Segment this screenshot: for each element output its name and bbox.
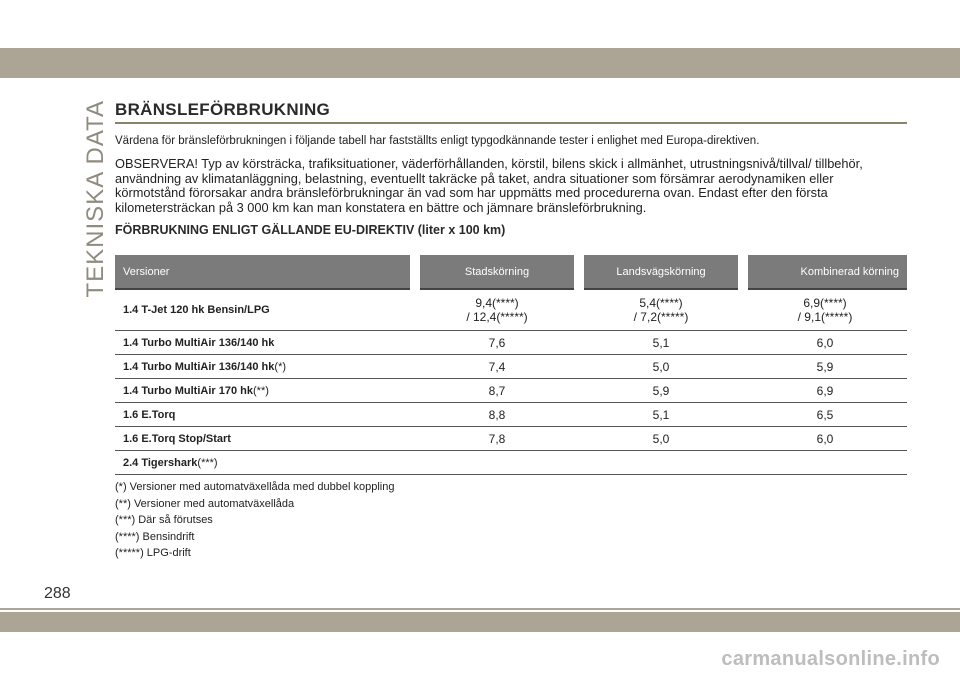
row-road-value: 5,0 [579,355,743,379]
footnote-mark: (**) [253,384,269,397]
row-road-value: 5,1 [579,331,743,355]
page-content [115,100,907,562]
row-version [115,451,415,475]
row-city-value: 8,7 [415,379,579,403]
row-version [115,355,415,379]
section-side-label-text: TEKNISKA DATA [82,100,109,298]
table-row [115,289,907,331]
row-combined-value: 5,9 [743,355,907,379]
row-road-value: 5,1 [579,403,743,427]
row-version [115,403,415,427]
footnote-mark: (*) [274,360,287,373]
row-combined-value: 6,0 [743,331,907,355]
city-secondary: / 12,4(*****) [466,310,528,324]
header-road: Landsvägskörning [579,255,743,289]
table-header-row [115,255,907,289]
road-primary: 5,4(****) [639,296,683,310]
bottom-band [0,612,960,632]
footnote: (**) Versioner med automatväxellåda [115,497,295,510]
footnote: (***) Där så förutses [115,514,213,526]
version-name: 1.6 E.Torq Stop/Start [123,432,231,445]
city-primary: 9,4(****) [475,296,519,310]
row-version [115,379,415,403]
row-city-value [415,289,579,331]
version-name: 1.4 T-Jet 120 hk Bensin/LPG [123,304,270,316]
row-combined-value [743,289,907,331]
page-title: BRÄNSLEFÖRBRUKNING [115,100,907,124]
row-combined-value: 6,9 [743,379,907,403]
footnote: (*****) LPG-drift [115,547,191,559]
version-name: 1.6 E.Torq [123,408,176,421]
footnote: (****) Bensindrift [115,530,195,543]
row-road-value: 5,0 [579,427,743,451]
row-combined-value: 6,0 [743,427,907,451]
row-road-value: 5,9 [579,379,743,403]
row-road-value [579,289,743,331]
row-version [115,331,415,355]
footnote: (*) Versioner med automatväxellåda med dubbel koppling [115,481,395,493]
table-row [115,331,907,355]
row-city-value: 7,6 [415,331,579,355]
page-number: 288 [44,585,71,602]
version-name: 1.4 Turbo MultiAir 136/140 hk [123,360,275,373]
header-combined: Kombinerad körning [743,255,907,289]
header-city: Stadskörning [415,255,579,289]
row-version [115,289,415,331]
observe-paragraph: OBSERVERA! Typ av körsträcka, trafiksituationer, väderförhållanden, körstil, bilens skick i allmänhet, utrustningsnivå/tillval/ tillbehör, användning av klimatanläggning, belastning, eventuellt takräcke på taket, andra situationer som försämrar aerodynamiken eller körmotstånd förorsakar andra bränsleförbrukningar än vad som har uppmätts med procedurerna ovan. Endast efter den första kilometersträckan på 3 000 km kan man konstatera en bättre och jämnare bränsleförbrukning. [115,156,863,215]
version-name: 1.4 Turbo MultiAir 170 hk [123,384,253,397]
row-city-value: 8,8 [415,403,579,427]
row-city-value [415,451,579,475]
table-row [115,427,907,451]
section-side-label [80,100,110,300]
table-subtitle: FÖRBRUKNING ENLIGT GÄLLANDE EU-DIREKTIV (liter x 100 km) [115,223,506,237]
row-version [115,427,415,451]
table-row [115,379,907,403]
version-name: 2.4 Tigershark [123,456,198,469]
header-versions: Versioner [115,255,415,289]
table-row [115,451,907,475]
footnote-mark: (***) [197,456,218,469]
table-row [115,355,907,379]
row-road-value [579,451,743,475]
bottom-rule [0,608,960,610]
watermark-text: carmanualsonline.info [721,648,940,670]
row-combined-value [743,451,907,475]
row-combined-value: 6,5 [743,403,907,427]
table-row [115,403,907,427]
combined-secondary: / 9,1(*****) [797,310,853,324]
top-band [0,48,960,78]
row-city-value: 7,8 [415,427,579,451]
row-city-value: 7,4 [415,355,579,379]
version-name: 1.4 Turbo MultiAir 136/140 hk [123,336,275,349]
intro-paragraph: Värdena för bränsleförbrukningen i följande tabell har fastställts enligt typgodkännande tester i enlighet med Europa-direktiven. [115,135,760,147]
combined-primary: 6,9(****) [803,296,847,310]
consumption-table [115,255,907,475]
road-secondary: / 7,2(*****) [633,310,689,324]
footnotes [115,479,907,562]
